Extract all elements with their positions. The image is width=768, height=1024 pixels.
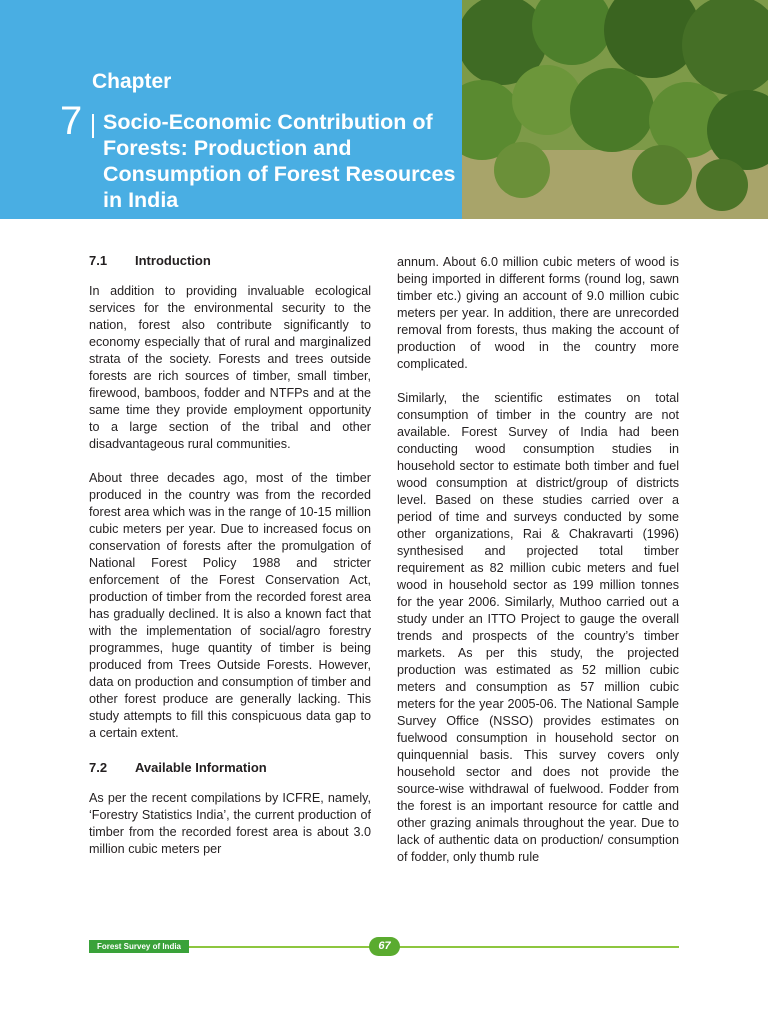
page-number: 67 [369,937,400,956]
forest-image [462,0,768,219]
paragraph: annum. About 6.0 million cubic meters of wood is being imported in different forms (round log, sawn timber etc.) giving an account of 9.0 million cubic meters per year. In addition, there are unrecorded removal from forests, thus making the account of production of wood in the country more complicated. [397,255,679,371]
paragraph: As per the recent compilations by ICFRE, namely, ‘Forestry Statistics India’, the current production of timber from the recorded forest area is about 3.0 million cubic meters per [89,791,371,856]
chapter-number: 7 [60,99,83,143]
paragraph: In addition to providing invaluable ecological services for the environmental security to the nation, forest also contribute significantly to economy especially that of rural and marginalized strata of the society. Forests and trees outside forests are rich sources of timber, small timber, firewood, bamboos, fodder and NTFPs and at the same time they provide employment opportunity to a large section of the tribal and other disadvantageous rural communities. [89,284,371,451]
section-number: 7.1 [89,253,108,268]
section-title: Introduction [135,253,211,268]
section-heading-intro [89,252,371,269]
page-title: Socio-Economic Contribution of Forests: Production and Consumption of Forest Resources in India [103,110,456,212]
paragraph: About three decades ago, most of the timber produced in the country was from the recorded forest area which was in the range of 10-15 million cubic meters per year. Due to increased focus on conservation of forests after the promulgation of National Forest Policy 1988 and stricter enforcement of the Forest Conservation Act, production of timber from the recorded forest area has gradually declined. It is also a known fact that with the implementation of social/agro forestry programmes, huge quantity of timber is being produced from Trees Outside Forests. However, data on production and consumption of timber and other forest produce are generally lacking. This study attempts to fill this conspicuous data gap to a certain extent. [89,471,371,740]
left-column [89,252,371,875]
forest-photo [462,0,768,219]
chapter-divider [92,114,94,138]
section-title: Available Information [135,760,267,775]
right-column [397,254,679,883]
paragraph: Similarly, the scientific estimates on total consumption of timber in the country are not available. Forest Survey of India had been conducting wood consumption studies in household sector to estimate both timber and fuel wood consumption at district/group of districts level. Based on these studies carried over a period of time and surveys conducted by some other organizations, Rai & Chakravarti (1996) synthesised and projected total timber requirement as 82 million cubic meters and fuel wood in household sector as 199 million tonnes for the year 2006. Similarly, Muthoo carried out a study under an ITTO Project to gauge the overall trends and prospects of the country’s timber markets. As per this study, the projected production was estimated as 52 million cubic meters and consumption as 57 million cubic meters for the year 2005-06. The National Sample Survey Office (NSSO) provides estimates on fuelwood consumption in household sector on quinquennial basis. This survey covers only household sector and does not provide the source-wise withdrawal of fuelwood. Fodder from the forest is an important resource for cattle and other grazing animals throughout the year. Due to lack of authentic data on production/ consumption of fodder, only thumb rule [397,391,679,864]
section-heading-available [89,759,371,776]
chapter-label: Chapter [92,70,172,93]
section-number: 7.2 [89,760,108,775]
footer-publisher: Forest Survey of India [89,940,189,953]
